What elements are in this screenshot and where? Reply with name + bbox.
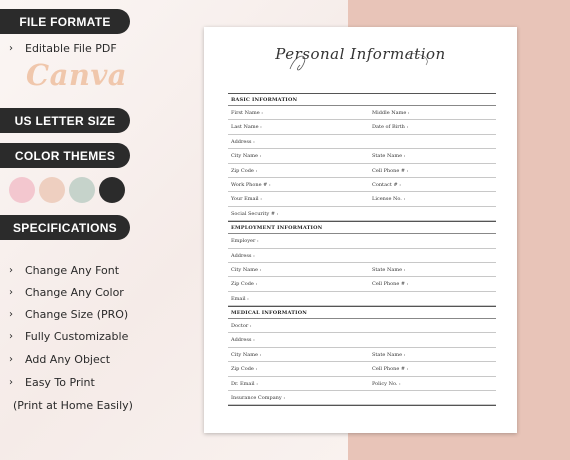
field-label: License No. : <box>372 196 406 203</box>
section-heading: MEDICAL INFORMATION <box>228 306 496 319</box>
chevron-right-icon: › <box>9 309 13 320</box>
form-row <box>228 348 496 362</box>
field-label: Middle Name : <box>372 110 410 116</box>
field-label: Your Email : <box>231 196 262 203</box>
field-label: City Name : <box>231 153 262 160</box>
file-format-item <box>9 42 117 55</box>
form-row <box>228 377 496 391</box>
field-label: City Name : <box>231 351 262 358</box>
form-row <box>228 277 496 291</box>
field-label: Work Phone # : <box>231 181 271 188</box>
field-label: State Name : <box>372 153 406 160</box>
field-label: First Name : <box>231 110 263 116</box>
document-title: Personal Information <box>275 45 446 63</box>
field-label: Dr. Email : <box>231 380 258 387</box>
field-label: Zip Code : <box>231 167 258 174</box>
spec-item <box>9 286 124 299</box>
field-label: Policy No. : <box>372 380 401 387</box>
form-row <box>228 207 496 221</box>
spec-label: Easy To Print <box>25 376 95 389</box>
field-label: Last Name : <box>231 124 262 131</box>
field-label: Address : <box>231 252 255 259</box>
field-label: State Name : <box>372 266 406 273</box>
form-row <box>228 333 496 347</box>
field-label: Email : <box>231 295 249 302</box>
form-row <box>228 292 496 306</box>
field-label: Address : <box>231 337 255 344</box>
field-label: Zip Code : <box>231 366 258 373</box>
chevron-right-icon: › <box>9 354 13 365</box>
field-label: Contact # : <box>372 181 401 188</box>
field-label: Cell Phone # : <box>372 281 409 288</box>
form-row <box>228 164 496 178</box>
document-preview <box>204 27 517 433</box>
form-row <box>228 178 496 192</box>
file-format-label: Editable File PDF <box>25 42 117 55</box>
form-row <box>228 249 496 263</box>
section-heading: EMPLOYMENT INFORMATION <box>228 221 496 234</box>
form-row <box>228 135 496 149</box>
spec-label: Fully Customizable <box>25 330 129 343</box>
field-label: Address : <box>231 138 255 145</box>
chevron-right-icon: › <box>9 287 13 298</box>
spec-label: Add Any Object <box>25 353 111 366</box>
field-label: Zip Code : <box>231 281 258 288</box>
field-label: Cell Phone # : <box>372 167 409 174</box>
form-row <box>228 263 496 277</box>
color-swatch-pink <box>9 177 35 203</box>
spec-item <box>9 376 95 389</box>
form-row <box>228 234 496 248</box>
spec-label: Change Any Font <box>25 264 120 277</box>
form-bottom-rule <box>228 405 496 406</box>
field-label: Cell Phone # : <box>372 366 409 373</box>
spec-label: Change Size (PRO) <box>25 308 129 321</box>
field-label: Employer : <box>231 238 259 245</box>
color-swatch-peach <box>39 177 65 203</box>
field-label: Social Security # : <box>231 210 279 217</box>
file-format-heading: FILE FORMATE <box>0 9 130 34</box>
chevron-right-icon: › <box>9 265 13 276</box>
form-body <box>228 93 496 406</box>
form-row <box>228 149 496 163</box>
section-heading: BASIC INFORMATION <box>228 93 496 106</box>
form-row <box>228 391 496 405</box>
color-swatch-sage <box>69 177 95 203</box>
color-themes-heading: COLOR THEMES <box>0 143 130 168</box>
spec-item <box>9 330 128 343</box>
form-row <box>228 319 496 333</box>
spec-item <box>9 264 119 277</box>
form-row <box>228 120 496 134</box>
chevron-right-icon: › <box>9 377 13 388</box>
field-label: State Name : <box>372 351 406 358</box>
spec-label: Change Any Color <box>25 286 124 299</box>
color-swatch-charcoal <box>99 177 125 203</box>
field-label: Date of Birth : <box>372 124 409 131</box>
form-row <box>228 106 496 120</box>
field-label: City Name : <box>231 266 262 273</box>
spec-item <box>9 353 110 366</box>
canva-logo: Canva <box>26 58 128 92</box>
size-heading: US LETTER SIZE <box>0 108 130 133</box>
chevron-right-icon: › <box>9 43 13 54</box>
specifications-heading: SPECIFICATIONS <box>0 215 130 240</box>
field-label: Doctor : <box>231 323 252 330</box>
print-note: (Print at Home Easily) <box>13 399 133 412</box>
spec-item <box>9 308 128 321</box>
form-row <box>228 362 496 376</box>
form-row <box>228 192 496 206</box>
field-label: Insurance Company : <box>231 395 285 402</box>
chevron-right-icon: › <box>9 331 13 342</box>
